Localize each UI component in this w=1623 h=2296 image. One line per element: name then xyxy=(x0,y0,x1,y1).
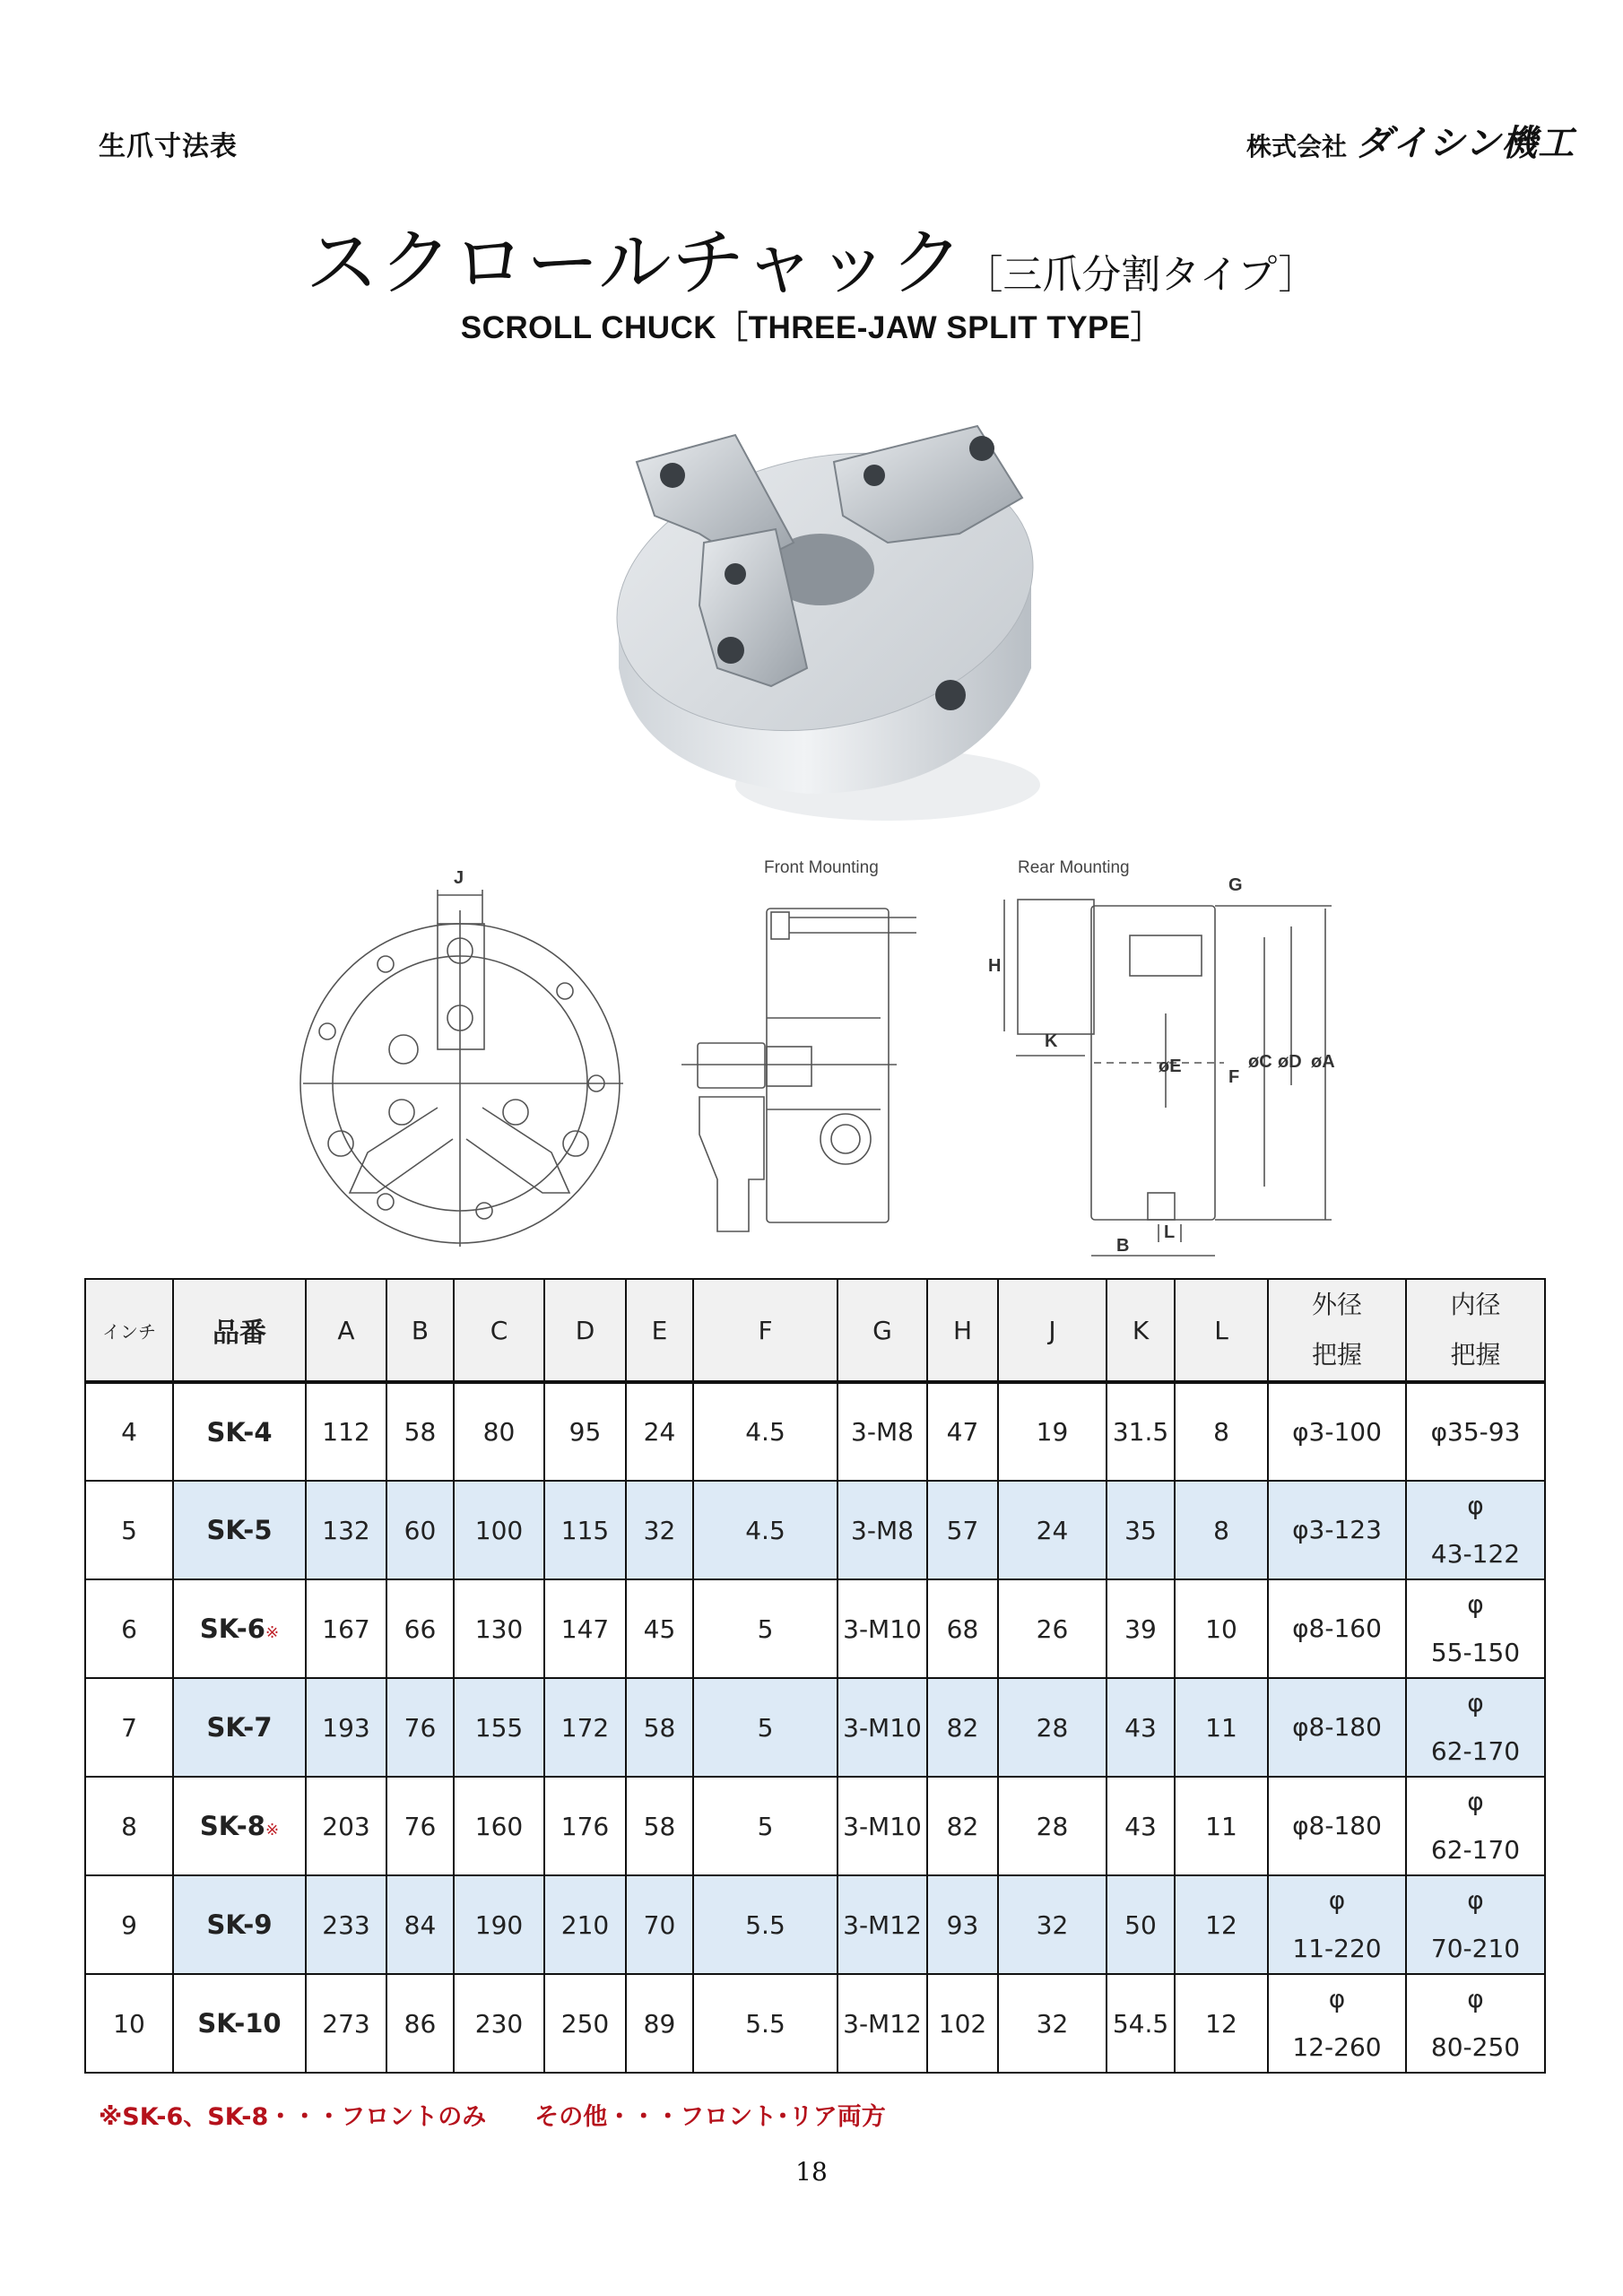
cell-g: 3-M8 xyxy=(838,1382,927,1481)
cell-a: 167 xyxy=(306,1579,386,1678)
cell-e: 45 xyxy=(626,1579,693,1678)
cell-inch: 9 xyxy=(85,1875,173,1974)
rear-dim-labels xyxy=(988,875,1335,1256)
footnote-mark: ※ xyxy=(265,1623,280,1642)
page-title-en: SCROLL CHUCK［THREE-JAW SPLIT TYPE］ xyxy=(460,310,1163,345)
header-e: E xyxy=(626,1279,693,1382)
cell-model: SK-8※ xyxy=(173,1777,306,1875)
company-prefix: 株式会社 xyxy=(1246,132,1348,161)
table-row xyxy=(85,1974,1545,2073)
cell-a: 273 xyxy=(306,1974,386,2073)
cell-model: SK-10 xyxy=(173,1974,306,2073)
table-row xyxy=(85,1481,1545,1579)
cell-h: 93 xyxy=(927,1875,998,1974)
cell-d: 210 xyxy=(544,1875,626,1974)
svg-text:L: L xyxy=(1164,1222,1176,1242)
cell-l: 11 xyxy=(1175,1777,1268,1875)
header-h: H xyxy=(927,1279,998,1382)
cell-g: 3-M10 xyxy=(838,1777,927,1875)
cell-outer-grip: φ 12-260 xyxy=(1268,1974,1406,2073)
page-number: 18 xyxy=(795,2157,828,2187)
cell-e: 70 xyxy=(626,1875,693,1974)
cell-b: 76 xyxy=(386,1777,454,1875)
cell-inner-grip: φ 70-210 xyxy=(1406,1875,1545,1974)
cell-inner-grip: φ 62-170 xyxy=(1406,1777,1545,1875)
spec-table xyxy=(84,1278,1546,2074)
cell-inner-grip: φ 43-122 xyxy=(1406,1481,1545,1579)
cell-k: 43 xyxy=(1107,1777,1175,1875)
cell-h: 68 xyxy=(927,1579,998,1678)
cell-b: 84 xyxy=(386,1875,454,1974)
cell-h: 82 xyxy=(927,1678,998,1777)
chuck-photo xyxy=(601,399,1054,839)
cell-inch: 10 xyxy=(85,1974,173,2073)
header-j: J xyxy=(998,1279,1107,1382)
cell-j: 28 xyxy=(998,1777,1107,1875)
cell-a: 233 xyxy=(306,1875,386,1974)
page-title-jp xyxy=(0,204,1623,309)
header-inch: インチ xyxy=(85,1279,173,1382)
cell-b: 66 xyxy=(386,1579,454,1678)
table-row xyxy=(85,1579,1545,1678)
svg-text:B: B xyxy=(1116,1236,1130,1256)
header-d: D xyxy=(544,1279,626,1382)
header-l: L xyxy=(1175,1279,1268,1382)
svg-text:H: H xyxy=(988,956,1002,976)
footnote-mark: ※ xyxy=(265,1821,280,1839)
cell-c: 190 xyxy=(454,1875,544,1974)
header-b: B xyxy=(386,1279,454,1382)
rear-mounting-label: Rear Mounting xyxy=(1018,858,1130,877)
cell-inch: 8 xyxy=(85,1777,173,1875)
front-view-diagram xyxy=(296,852,655,1247)
cell-f: 5.5 xyxy=(693,1974,838,2073)
cell-l: 8 xyxy=(1175,1382,1268,1481)
header-f: F xyxy=(693,1279,838,1382)
cell-model: SK-5 xyxy=(173,1481,306,1579)
cell-c: 230 xyxy=(454,1974,544,2073)
mounting-footnote: ※SK-6、SK-8・・・フロントのみ その他・・・フロント･リア両方 xyxy=(99,2103,886,2131)
cell-d: 95 xyxy=(544,1382,626,1481)
cell-g: 3-M10 xyxy=(838,1678,927,1777)
cell-b: 58 xyxy=(386,1382,454,1481)
cell-c: 160 xyxy=(454,1777,544,1875)
cell-k: 50 xyxy=(1107,1875,1175,1974)
cell-j: 32 xyxy=(998,1875,1107,1974)
cell-d: 147 xyxy=(544,1579,626,1678)
cell-k: 35 xyxy=(1107,1481,1175,1579)
cell-b: 76 xyxy=(386,1678,454,1777)
cell-j: 28 xyxy=(998,1678,1107,1777)
cell-e: 24 xyxy=(626,1382,693,1481)
table-header-row xyxy=(85,1279,1545,1382)
cell-g: 3-M10 xyxy=(838,1579,927,1678)
cell-h: 57 xyxy=(927,1481,998,1579)
cell-g: 3-M12 xyxy=(838,1974,927,2073)
cell-l: 11 xyxy=(1175,1678,1268,1777)
header-c: C xyxy=(454,1279,544,1382)
cell-k: 31.5 xyxy=(1107,1382,1175,1481)
cell-g: 3-M8 xyxy=(838,1481,927,1579)
cell-f: 5 xyxy=(693,1579,838,1678)
cell-d: 172 xyxy=(544,1678,626,1777)
cell-h: 102 xyxy=(927,1974,998,2073)
cell-a: 203 xyxy=(306,1777,386,1875)
cell-f: 5 xyxy=(693,1678,838,1777)
svg-text:øC: øC xyxy=(1248,1052,1272,1072)
cell-e: 32 xyxy=(626,1481,693,1579)
rear-mounting-diagram xyxy=(968,848,1363,1278)
company-logo xyxy=(1246,115,1575,166)
cell-l: 8 xyxy=(1175,1481,1268,1579)
cell-j: 26 xyxy=(998,1579,1107,1678)
cell-outer-grip: φ8-180 xyxy=(1268,1678,1406,1777)
svg-text:øE: øE xyxy=(1159,1057,1182,1076)
company-name: ダイシン機工 xyxy=(1356,123,1575,164)
cell-model: SK-7 xyxy=(173,1678,306,1777)
cell-a: 193 xyxy=(306,1678,386,1777)
header-g: G xyxy=(838,1279,927,1382)
cell-inner-grip: φ 55-150 xyxy=(1406,1579,1545,1678)
cell-h: 82 xyxy=(927,1777,998,1875)
cell-inch: 4 xyxy=(85,1382,173,1481)
cell-a: 132 xyxy=(306,1481,386,1579)
cell-a: 112 xyxy=(306,1382,386,1481)
title-main: スクロールチャック xyxy=(305,221,964,306)
cell-model: SK-4 xyxy=(173,1382,306,1481)
table-row xyxy=(85,1875,1545,1974)
table-row xyxy=(85,1382,1545,1481)
cell-h: 47 xyxy=(927,1382,998,1481)
cell-e: 58 xyxy=(626,1777,693,1875)
cell-g: 3-M12 xyxy=(838,1875,927,1974)
title-sub: ［三爪分割タイプ］ xyxy=(963,252,1318,298)
cell-f: 5 xyxy=(693,1777,838,1875)
cell-inch: 7 xyxy=(85,1678,173,1777)
cell-inner-grip: φ 62-170 xyxy=(1406,1678,1545,1777)
cell-inner-grip: φ 80-250 xyxy=(1406,1974,1545,2073)
cell-c: 130 xyxy=(454,1579,544,1678)
cell-inner-grip: φ35-93 xyxy=(1406,1382,1545,1481)
cell-l: 10 xyxy=(1175,1579,1268,1678)
header-inner-grip: 内径 把握 xyxy=(1406,1279,1545,1382)
cell-d: 250 xyxy=(544,1974,626,2073)
table-row xyxy=(85,1777,1545,1875)
table-row xyxy=(85,1678,1545,1777)
dim-label-j: J xyxy=(454,868,464,888)
header-a: A xyxy=(306,1279,386,1382)
cell-c: 80 xyxy=(454,1382,544,1481)
cell-outer-grip: φ 11-220 xyxy=(1268,1875,1406,1974)
cell-f: 4.5 xyxy=(693,1481,838,1579)
cell-b: 60 xyxy=(386,1481,454,1579)
cell-j: 32 xyxy=(998,1974,1107,2073)
svg-text:K: K xyxy=(1045,1031,1058,1051)
cell-outer-grip: φ8-180 xyxy=(1268,1777,1406,1875)
svg-text:øA: øA xyxy=(1311,1052,1335,1072)
cell-k: 39 xyxy=(1107,1579,1175,1678)
cell-k: 54.5 xyxy=(1107,1974,1175,2073)
cell-outer-grip: φ8-160 xyxy=(1268,1579,1406,1678)
cell-outer-grip: φ3-100 xyxy=(1268,1382,1406,1481)
cell-l: 12 xyxy=(1175,1875,1268,1974)
header-k: K xyxy=(1107,1279,1175,1382)
cell-l: 12 xyxy=(1175,1974,1268,2073)
cell-b: 86 xyxy=(386,1974,454,2073)
cell-outer-grip: φ3-123 xyxy=(1268,1481,1406,1579)
cell-e: 89 xyxy=(626,1974,693,2073)
cell-d: 176 xyxy=(544,1777,626,1875)
section-label: 生爪寸法表 xyxy=(99,131,238,162)
cell-k: 43 xyxy=(1107,1678,1175,1777)
header-outer-grip: 外径 把握 xyxy=(1268,1279,1406,1382)
svg-text:øD: øD xyxy=(1278,1052,1302,1072)
cell-model: SK-6※ xyxy=(173,1579,306,1678)
cell-c: 155 xyxy=(454,1678,544,1777)
front-mounting-label: Front Mounting xyxy=(764,858,879,877)
cell-f: 5.5 xyxy=(693,1875,838,1974)
cell-f: 4.5 xyxy=(693,1382,838,1481)
svg-text:G: G xyxy=(1228,875,1243,895)
front-mounting-diagram xyxy=(681,848,968,1242)
svg-text:F: F xyxy=(1228,1067,1240,1087)
cell-j: 24 xyxy=(998,1481,1107,1579)
cell-model: SK-9 xyxy=(173,1875,306,1974)
cell-c: 100 xyxy=(454,1481,544,1579)
cell-inch: 5 xyxy=(85,1481,173,1579)
cell-j: 19 xyxy=(998,1382,1107,1481)
cell-inch: 6 xyxy=(85,1579,173,1678)
header-model: 品番 xyxy=(173,1279,306,1382)
cell-d: 115 xyxy=(544,1481,626,1579)
cell-e: 58 xyxy=(626,1678,693,1777)
